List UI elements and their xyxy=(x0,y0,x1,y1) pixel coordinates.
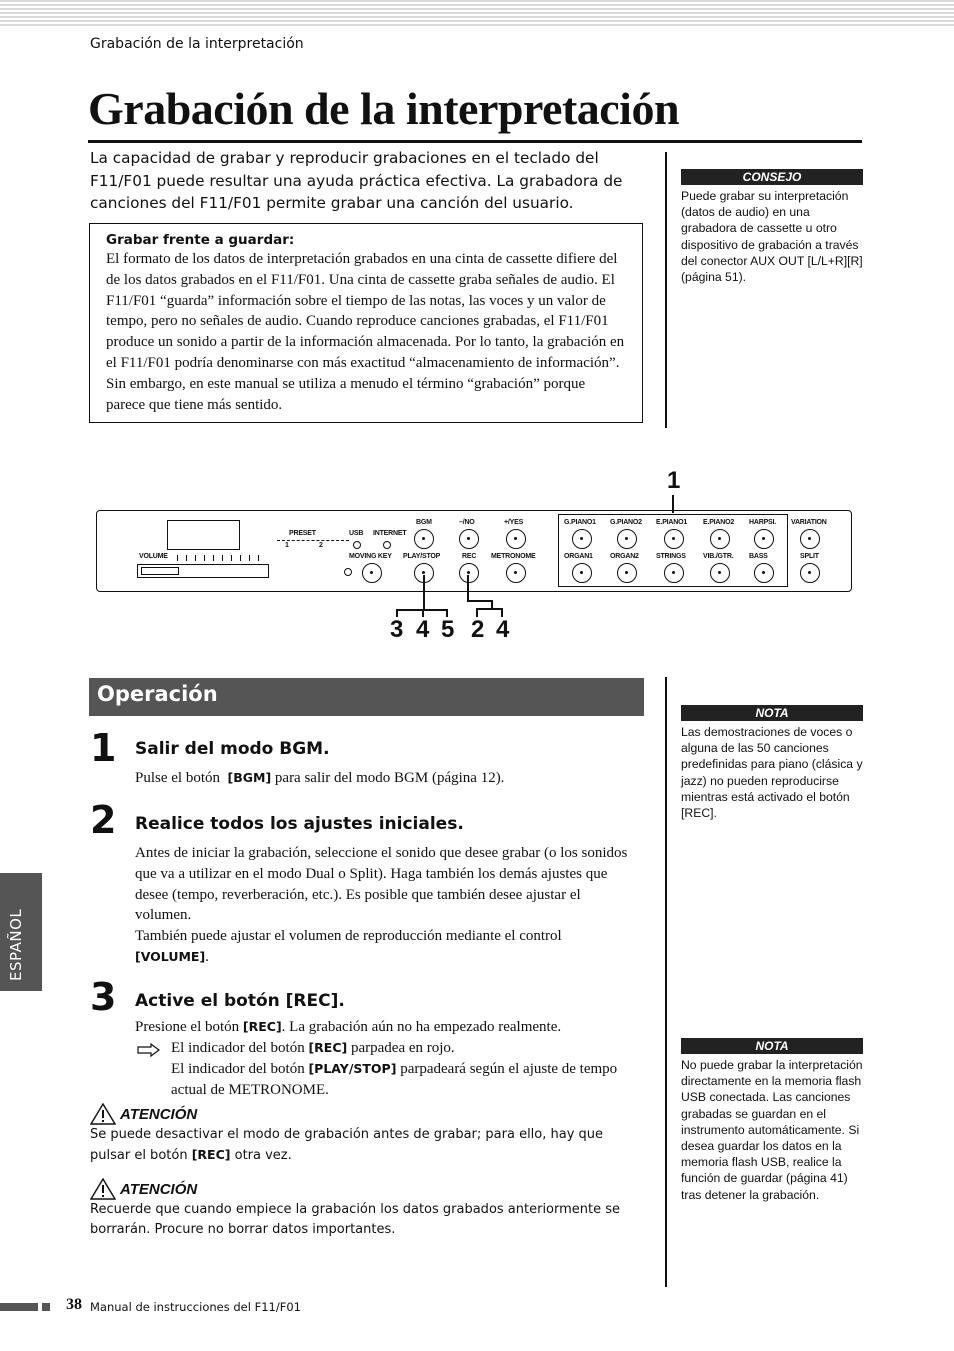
sidebar-divider xyxy=(665,677,667,1287)
preset-1-label: 1 xyxy=(285,542,289,549)
callout-line xyxy=(423,575,425,610)
warning-2 xyxy=(90,1178,642,1239)
note-text: No puede grabar la interpretación directamente en la memoria flash USB conectada. Las canciones grabadas se guardan en el instrumento automáticamente. Si desea guardar los datos en la memoria flash USB, realice la función de guardar (página 41) tras detener la grabación. xyxy=(681,1058,863,1202)
rec-button-ref: [REC] xyxy=(191,1146,231,1162)
split-label: SPLIT xyxy=(800,553,819,560)
tip-consejo xyxy=(681,169,863,285)
step-3-result xyxy=(171,1038,641,1100)
warning-1 xyxy=(90,1103,642,1165)
step-2-text: También puede ajustar el volumen de reproducción mediante el control xyxy=(135,928,562,945)
warning-heading-text: ATENCIÓN xyxy=(120,1105,198,1123)
callout-line xyxy=(467,600,493,602)
warning-text-part: Se puede desactivar el modo de grabación antes de grabar; para ello, hay que pulsar el botón xyxy=(90,1127,604,1163)
note-1 xyxy=(681,705,863,821)
warning-heading-text: ATENCIÓN xyxy=(120,1180,198,1198)
usb-label: USB xyxy=(349,530,364,537)
note-2 xyxy=(681,1038,863,1203)
language-tab-label: ESPAÑOL xyxy=(7,908,25,981)
usb-led xyxy=(353,541,361,549)
rec-button xyxy=(459,563,479,583)
bgm-button xyxy=(414,529,434,549)
moving-key-led xyxy=(344,568,352,576)
warning-icon xyxy=(90,1178,116,1200)
yes-label: +/YES xyxy=(504,519,524,526)
callout-2: 2 xyxy=(471,616,485,643)
running-header: Grabación de la interpretación xyxy=(90,36,304,52)
play-stop-label: PLAY/STOP xyxy=(403,553,441,560)
step-1-text: Pulse el botón xyxy=(135,770,220,786)
volume-label: VOLUME xyxy=(139,553,168,560)
intro-paragraph: La capacidad de grabar y reproducir grabaciones en el teclado del F11/F01 puede resultar una ayuda práctica efectiva. La grabadora de canciones del F11/F01 permite grabar una canción del usuario. xyxy=(90,149,623,212)
metronome-label: METRONOME xyxy=(491,553,536,560)
voice-label: ORGAN1 xyxy=(564,553,593,560)
warning-text: Recuerde que cuando empiece la grabación los datos grabados anteriormente se borrarán. Procure no borrar datos importantes. xyxy=(90,1202,621,1237)
callout-line xyxy=(476,608,503,610)
voice-label: E.PIANO2 xyxy=(703,519,735,526)
step-3-text: . La grabación aún no ha empezado realmente. xyxy=(281,1019,562,1035)
warning-heading xyxy=(90,1103,642,1125)
step-3-result-line xyxy=(171,1038,641,1059)
footer-square xyxy=(42,1303,50,1311)
callout-line xyxy=(491,600,493,609)
moving-key-button xyxy=(362,563,382,583)
display-screen xyxy=(167,520,240,550)
callout-line xyxy=(672,495,674,513)
moving-key-label: MOVING KEY xyxy=(349,553,392,560)
step-1-body xyxy=(135,768,635,789)
voice-button xyxy=(572,529,592,549)
info-box xyxy=(89,223,643,423)
no-button xyxy=(459,529,479,549)
step-3-text: El indicador del botón xyxy=(171,1040,305,1056)
rec-button-ref: [REC] xyxy=(242,1019,282,1034)
yes-button xyxy=(506,529,526,549)
bgm-button-ref: [BGM] xyxy=(227,770,272,785)
split-button xyxy=(800,563,820,583)
voice-button xyxy=(664,529,684,549)
rec-button-ref: [REC] xyxy=(308,1040,348,1055)
internet-led xyxy=(383,541,391,549)
step-3-text: Presione el botón xyxy=(135,1019,240,1035)
no-label: –/NO xyxy=(459,519,475,526)
preset-label: PRESET xyxy=(289,530,316,537)
voice-button xyxy=(710,563,730,583)
page-title: Grabación de la interpretación xyxy=(88,83,680,134)
metronome-button xyxy=(506,563,526,583)
callout-5: 5 xyxy=(441,616,455,643)
callout-line xyxy=(467,575,469,601)
internet-label: INTERNET xyxy=(373,530,407,537)
callout-1: 1 xyxy=(667,467,681,494)
step-2-number: 2 xyxy=(90,798,117,842)
play-stop-button-ref: [PLAY/STOP] xyxy=(308,1060,397,1076)
preset-line xyxy=(277,540,349,541)
voice-button xyxy=(754,529,774,549)
step-1-number: 1 xyxy=(90,726,117,770)
step-2-body xyxy=(135,843,635,968)
variation-button xyxy=(800,529,820,549)
callout-4: 4 xyxy=(416,616,430,643)
callout-4: 4 xyxy=(496,616,510,643)
info-box-title: Grabar frente a guardar: xyxy=(106,232,295,248)
note-heading: NOTA xyxy=(681,705,863,721)
rec-label: REC xyxy=(462,553,477,560)
voice-button xyxy=(617,563,637,583)
step-3-title: Active el botón [REC]. xyxy=(135,991,345,1011)
top-stripes xyxy=(0,0,954,26)
tip-text: Puede grabar su interpretación (datos de audio) en una grabadora de cassette u otro dispositivo de grabación a través del conector AUX OUT [L/L+R][R] (página 51). xyxy=(681,189,863,285)
step-3-number: 3 xyxy=(90,975,117,1019)
variation-label: VARIATION xyxy=(791,519,827,526)
title-rule xyxy=(88,140,862,143)
warning-text xyxy=(90,1125,642,1165)
page-number: 38 xyxy=(66,1296,82,1313)
result-arrow-icon xyxy=(137,1043,161,1057)
footer-bar xyxy=(0,1303,38,1311)
step-3-text: El indicador del botón xyxy=(171,1060,305,1077)
voice-label: HARPSI. xyxy=(749,519,776,526)
info-box-text: El formato de los datos de interpretación grabados en una cinta de cassette difiere del de los datos grabados en el F11/F01. Una cinta de cassette graba señales de audio. El F11/F01 “guarda” información sobre el tiempo de las notas, las voces y un valor de tempo, pero no señales de audio. Cuando reproduce canciones grabadas, el F11/F01 produce un sonido a partir de la información almacenada. Por lo tanto, la grabación en el F11/F01 podría denominarse con más exactitud “almacenamiento de información”. Sin embargo, en este manual se utiliza a menudo el término “grabación” porque parece que tiene más sentido. xyxy=(106,251,625,413)
warning-text-part: otra vez. xyxy=(234,1147,292,1163)
voice-button xyxy=(617,529,637,549)
note-heading: NOTA xyxy=(681,1038,863,1054)
warning-heading xyxy=(90,1178,642,1200)
step-1-text: para salir del modo BGM (página 12). xyxy=(274,770,505,786)
step-2-paragraph xyxy=(135,926,635,968)
step-2-title: Realice todos los ajustes iniciales. xyxy=(135,814,464,834)
bgm-label: BGM xyxy=(416,519,432,526)
voice-label: STRINGS xyxy=(656,553,686,560)
voice-button xyxy=(710,529,730,549)
step-2-text: . xyxy=(205,948,209,965)
voice-label: BASS xyxy=(749,553,768,560)
step-3-line-1 xyxy=(135,1017,635,1038)
callout-3: 3 xyxy=(390,616,404,643)
language-tab xyxy=(0,873,42,991)
note-text: Las demostraciones de voces o alguna de las 50 canciones predefinidas para piano (clásica y jazz) no pueden reproducirse mientras está activado el botón [REC]. xyxy=(681,725,863,821)
voice-button xyxy=(664,563,684,583)
voice-button xyxy=(754,563,774,583)
sidebar-divider xyxy=(665,152,667,428)
step-3-text: parpadea en rojo. xyxy=(350,1040,455,1056)
step-1-title: Salir del modo BGM. xyxy=(135,739,330,759)
section-heading xyxy=(89,678,644,716)
voice-label: ORGAN2 xyxy=(610,553,639,560)
section-title: Operación xyxy=(97,682,218,706)
control-panel-diagram xyxy=(96,510,852,592)
tip-heading: CONSEJO xyxy=(681,169,863,185)
volume-control-ref: [VOLUME] xyxy=(135,948,206,964)
voice-label: G.PIANO2 xyxy=(610,519,642,526)
volume-knob xyxy=(141,567,179,575)
volume-ticks xyxy=(177,555,267,561)
step-3-text: parpadeará según el ajuste de tempo actual de METRONOME. xyxy=(171,1060,618,1098)
step-3-result-line xyxy=(171,1059,641,1101)
step-2-paragraph: Antes de iniciar la grabación, seleccione el sonido que desee grabar (o los sonidos que va a utilizar en el modo Dual o Split). Haga también los demás ajustes que desee (tempo, reverberación, etc.). Es posible que también desee ajustar el volumen. xyxy=(135,845,628,924)
voice-label: G.PIANO1 xyxy=(564,519,596,526)
warning-icon xyxy=(90,1103,116,1125)
voice-label: VIB./GTR. xyxy=(703,553,734,560)
voice-button xyxy=(572,563,592,583)
voice-label: E.PIANO1 xyxy=(656,519,688,526)
preset-2-label: 2 xyxy=(319,542,323,549)
manual-title: Manual de instrucciones del F11/F01 xyxy=(90,1300,301,1314)
volume-slider xyxy=(137,564,269,578)
